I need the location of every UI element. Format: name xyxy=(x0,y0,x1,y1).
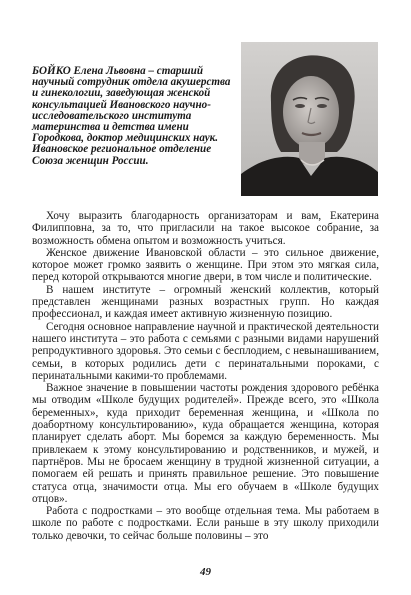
paragraph: Женское движение Ивановской области – это сильное движение, которое может громко заявить о женщине. При этом это мягкая сила, перед которой открываются многие двери, в том числе и политические. xyxy=(32,246,379,284)
portrait-photo xyxy=(241,42,378,196)
paragraph: Работа с подростками – это вообще отдельная тема. Мы работаем в школе по работе с подростками. Если раньше в эту школу приходили только девочки, то сейчас больше половины – это xyxy=(32,505,379,542)
paragraph: В нашем институте – огромный женский коллектив, который представлен женщинами разных возрастных групп. Но каждая профессионал, и каждая имеет активную жизненную позицию. xyxy=(32,283,379,321)
page-number: 49 xyxy=(200,566,211,578)
paragraph: Важное значение в повышении частоты рождения здорового ребёнка мы отводим «Школе будущих родителей». Прежде всего, это «Школа беременных», куда приходит беременная женщина, и «Школа по доабортному консультированию», куда обращается женщина, которая планирует сделать аборт. Мы боремся за каждую беременность. Мы привлекаем к этому консультированию и родственников, и мужей, и партнёров. Мы не бросаем женщину в трудной жизненной ситуации, а помогаем ей решать и принять правильное решение. Это повышение статуса отца, значимости отца. Мы его обучаем в «Школе будущих отцов». xyxy=(32,382,379,505)
author-bio xyxy=(32,66,232,167)
article-body xyxy=(32,210,379,542)
author-name: БОЙКО Елена Львовна – xyxy=(32,65,154,77)
paragraph: Сегодня основное направление научной и практической деятельности нашего института – это работа с семьями с разными видами нарушений репродуктивного здоровья. Это семьи с бесплодием, с невынашиванием, семьи, в которых родились дети с перинатальными пороками, с перинатальными какими-то проблемами. xyxy=(32,320,379,382)
author-description: старший научный сотрудник отдела акушерства и гинекологии, заведующая женской консультацией Ивановского научно-исследовательского института материнства и детства имени Городкова, доктор медицинских наук. Ивановское региональное отделение Союза женщин России. xyxy=(32,65,231,167)
portrait-photo-image xyxy=(241,42,378,196)
paragraph: Хочу выразить благодарность организаторам и вам, Екатерина Филипповна, за то, что пригласили на такое высокое собрание, за возможность обмена опытом и возможность учиться. xyxy=(32,210,379,247)
